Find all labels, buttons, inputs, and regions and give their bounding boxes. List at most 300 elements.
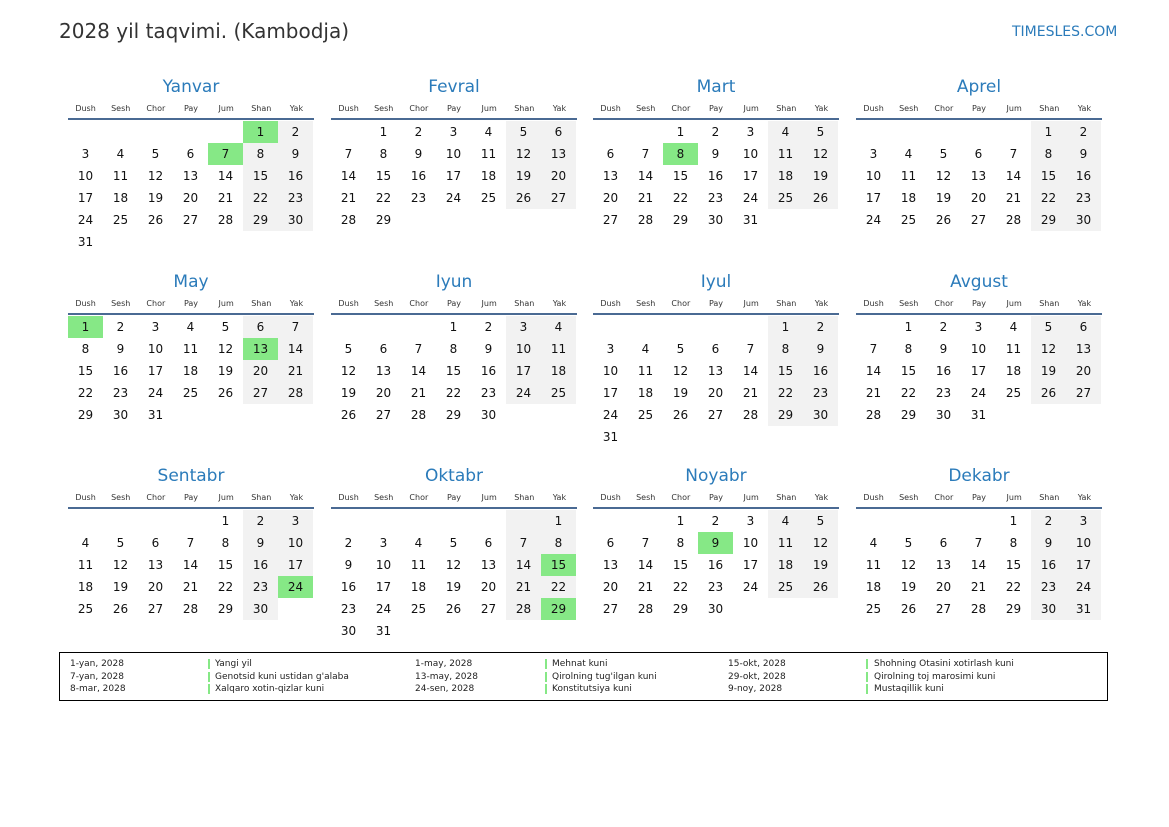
day-cell: 28: [637, 213, 654, 227]
day-grid: [593, 121, 839, 231]
holiday-date: 15-okt, 2028: [728, 659, 786, 669]
day-cell: 25: [541, 382, 576, 404]
holiday-day-cell: 15: [541, 554, 576, 576]
empty-cell: [698, 426, 733, 448]
day-grid: [856, 121, 1102, 231]
holiday-marker: [545, 684, 547, 694]
weekday-label: Jum: [218, 104, 234, 113]
day-cell: 19: [112, 580, 129, 594]
empty-cell: [768, 598, 803, 620]
day-cell: 30: [278, 209, 313, 231]
day-cell: 6: [606, 536, 615, 550]
day-cell: 15: [1005, 558, 1022, 572]
day-cell: 15: [672, 169, 689, 183]
empty-cell: [698, 316, 733, 338]
day-cell: 5: [116, 536, 125, 550]
month-name: Yanvar: [162, 77, 220, 97]
day-cell: 19: [900, 580, 917, 594]
day-cell: 4: [768, 121, 803, 143]
day-cell: 2: [939, 320, 948, 334]
day-cell: 11: [865, 558, 882, 572]
day-cell: 23: [707, 191, 724, 205]
weekday-header: [68, 298, 314, 310]
weekday-label: Yak: [814, 493, 829, 502]
day-cell: 28: [742, 408, 759, 422]
day-cell: 22: [1031, 187, 1066, 209]
empty-cell: [803, 598, 838, 620]
day-cell: 29: [768, 404, 803, 426]
weekday-label: Jum: [1006, 493, 1022, 502]
day-cell: 24: [375, 602, 392, 616]
holiday-day-cell: 13: [243, 338, 278, 360]
month-name: Sentabr: [157, 466, 225, 486]
header-rule: [68, 313, 314, 315]
holiday-date: 29-okt, 2028: [728, 671, 786, 682]
holiday-row: [415, 658, 755, 671]
day-grid: [68, 510, 314, 620]
day-cell: 13: [707, 364, 724, 378]
empty-cell: [173, 231, 208, 253]
day-cell: 13: [480, 558, 497, 572]
day-cell: 26: [1031, 382, 1066, 404]
day-cell: 2: [344, 536, 353, 550]
holiday-name: Shohning Otasini xotirlash kuni: [874, 659, 1014, 669]
weekday-label: Yak: [1077, 299, 1092, 308]
day-cell: 2: [243, 510, 278, 532]
day-cell: 10: [865, 169, 882, 183]
day-cell: 29: [77, 408, 94, 422]
weekday-label: Chor: [146, 299, 166, 308]
empty-cell: [208, 404, 243, 426]
day-cell: 24: [506, 382, 541, 404]
day-cell: 25: [410, 602, 427, 616]
day-cell: 23: [1031, 576, 1066, 598]
holiday-row: [728, 683, 1068, 696]
day-cell: 21: [410, 386, 427, 400]
day-cell: 31: [147, 408, 164, 422]
weekday-label: Chor: [146, 493, 166, 502]
weekday-label: Yak: [289, 493, 304, 502]
empty-cell: [733, 426, 768, 448]
day-cell: 1: [221, 514, 230, 528]
empty-cell: [628, 426, 663, 448]
day-cell: 12: [900, 558, 917, 572]
day-cell: 13: [147, 558, 164, 572]
weekday-header: [331, 298, 577, 310]
header-rule: [856, 507, 1102, 509]
day-cell: 29: [900, 408, 917, 422]
holiday-date: 13-may, 2028: [415, 671, 478, 682]
empty-cell: [436, 209, 471, 231]
day-cell: 16: [1031, 554, 1066, 576]
empty-cell: [628, 316, 663, 338]
empty-cell: [961, 510, 996, 532]
day-cell: 29: [375, 213, 392, 227]
site-link[interactable]: TIMESLES.COM: [1012, 24, 1118, 40]
day-cell: 1: [676, 514, 685, 528]
weekday-label: Pay: [183, 493, 199, 502]
day-cell: 9: [344, 558, 353, 572]
weekday-label: Yak: [552, 104, 567, 113]
day-cell: 12: [217, 342, 234, 356]
month-name: Noyabr: [685, 466, 747, 486]
day-cell: 3: [746, 125, 755, 139]
day-cell: 19: [506, 165, 541, 187]
day-cell: 10: [445, 147, 462, 161]
header-rule: [593, 313, 839, 315]
empty-cell: [541, 209, 576, 231]
day-cell: 11: [637, 364, 654, 378]
day-grid: [331, 510, 577, 642]
day-cell: 28: [217, 213, 234, 227]
day-cell: 4: [641, 342, 650, 356]
holiday-name: Qirolning toj marosimi kuni: [874, 671, 996, 682]
weekday-label: Yak: [1077, 104, 1092, 113]
day-cell: 17: [865, 191, 882, 205]
day-cell: 30: [803, 404, 838, 426]
day-cell: 1: [379, 125, 388, 139]
holiday-day-cell: 7: [208, 143, 243, 165]
day-cell: 24: [1066, 576, 1101, 598]
day-cell: 11: [410, 558, 427, 572]
holiday-row: [728, 671, 1068, 684]
day-cell: 23: [935, 386, 952, 400]
day-cell: 19: [1031, 360, 1066, 382]
day-cell: 18: [768, 165, 803, 187]
month-name: Avgust: [950, 272, 1008, 292]
day-cell: 7: [414, 342, 423, 356]
empty-cell: [68, 121, 103, 143]
day-cell: 6: [606, 147, 615, 161]
day-cell: 26: [147, 213, 164, 227]
day-cell: 21: [1005, 191, 1022, 205]
day-cell: 14: [217, 169, 234, 183]
empty-cell: [926, 510, 961, 532]
weekday-label: Shan: [251, 299, 272, 308]
day-cell: 20: [541, 165, 576, 187]
day-cell: 30: [480, 408, 497, 422]
day-cell: 3: [506, 316, 541, 338]
day-cell: 1: [1009, 514, 1018, 528]
weekday-label: Shan: [251, 104, 272, 113]
day-cell: 1: [449, 320, 458, 334]
day-cell: 8: [541, 532, 576, 554]
weekday-label: Pay: [446, 104, 462, 113]
day-cell: 13: [935, 558, 952, 572]
day-cell: 9: [414, 147, 423, 161]
day-cell: 21: [217, 191, 234, 205]
day-cell: 31: [970, 408, 987, 422]
day-cell: 23: [112, 386, 129, 400]
day-cell: 4: [186, 320, 195, 334]
day-cell: 30: [243, 598, 278, 620]
day-cell: 6: [974, 147, 983, 161]
day-cell: 7: [506, 532, 541, 554]
day-cell: 10: [278, 532, 313, 554]
empty-cell: [173, 404, 208, 426]
day-cell: 30: [340, 624, 357, 638]
day-cell: 20: [935, 580, 952, 594]
day-cell: 9: [116, 342, 125, 356]
day-cell: 27: [1066, 382, 1101, 404]
day-cell: 4: [1009, 320, 1018, 334]
holiday-marker: [208, 684, 210, 694]
empty-cell: [243, 231, 278, 253]
day-cell: 5: [151, 147, 160, 161]
day-cell: 23: [243, 576, 278, 598]
month-name: Oktabr: [424, 466, 484, 486]
day-cell: 2: [484, 320, 493, 334]
day-cell: 2: [1031, 510, 1066, 532]
day-cell: 8: [676, 536, 685, 550]
day-cell: 23: [707, 580, 724, 594]
month-name: Iyul: [700, 272, 732, 292]
empty-cell: [208, 121, 243, 143]
day-cell: 16: [707, 169, 724, 183]
day-cell: 18: [480, 169, 497, 183]
day-cell: 9: [939, 342, 948, 356]
holiday-date: 8-mar, 2028: [70, 684, 126, 694]
holiday-day-cell: 1: [68, 316, 103, 338]
day-cell: 22: [672, 191, 689, 205]
day-cell: 27: [707, 408, 724, 422]
holiday-day-cell: 1: [243, 121, 278, 143]
month-name: Aprel: [956, 77, 1002, 97]
day-cell: 3: [379, 536, 388, 550]
day-cell: 14: [410, 364, 427, 378]
header-rule: [331, 118, 577, 120]
weekday-label: Chor: [409, 104, 429, 113]
day-cell: 27: [602, 602, 619, 616]
day-cell: 14: [1005, 169, 1022, 183]
empty-cell: [331, 121, 366, 143]
day-cell: 10: [742, 147, 759, 161]
empty-cell: [926, 121, 961, 143]
day-cell: 15: [243, 165, 278, 187]
day-cell: 17: [970, 364, 987, 378]
weekday-label: Pay: [183, 299, 199, 308]
day-cell: 13: [602, 169, 619, 183]
day-cell: 18: [182, 364, 199, 378]
day-cell: 25: [182, 386, 199, 400]
holiday-marker: [545, 659, 547, 669]
day-cell: 30: [112, 408, 129, 422]
weekday-label: Shan: [1039, 493, 1060, 502]
day-cell: 13: [1066, 338, 1101, 360]
day-cell: 28: [1005, 213, 1022, 227]
day-cell: 9: [1066, 143, 1101, 165]
weekday-label: Shan: [776, 104, 797, 113]
day-cell: 2: [803, 316, 838, 338]
day-cell: 20: [602, 191, 619, 205]
day-cell: 21: [506, 576, 541, 598]
day-cell: 10: [147, 342, 164, 356]
day-cell: 28: [637, 602, 654, 616]
day-cell: 13: [541, 143, 576, 165]
day-cell: 22: [541, 576, 576, 598]
day-cell: 14: [506, 554, 541, 576]
day-cell: 28: [970, 602, 987, 616]
day-cell: 18: [900, 191, 917, 205]
day-cell: 11: [480, 147, 497, 161]
weekday-label: Dush: [338, 493, 359, 502]
day-cell: 12: [112, 558, 129, 572]
day-cell: 27: [602, 213, 619, 227]
holiday-name: Qirolning tug'ilgan kuni: [552, 671, 657, 682]
day-cell: 23: [803, 382, 838, 404]
day-cell: 22: [768, 382, 803, 404]
weekday-header: [593, 103, 839, 115]
day-cell: 13: [182, 169, 199, 183]
day-grid: [68, 121, 314, 253]
day-cell: 3: [1066, 510, 1101, 532]
month-name: Dekabr: [948, 466, 1010, 486]
weekday-label: Dush: [338, 299, 359, 308]
day-cell: 7: [1009, 147, 1018, 161]
weekday-label: Chor: [934, 299, 954, 308]
day-cell: 6: [711, 342, 720, 356]
empty-cell: [436, 620, 471, 642]
holiday-day-cell: 8: [663, 143, 698, 165]
day-cell: 24: [970, 386, 987, 400]
day-grid: [331, 121, 577, 231]
day-cell: 18: [112, 191, 129, 205]
holiday-row: [415, 683, 755, 696]
empty-cell: [733, 598, 768, 620]
day-cell: 30: [707, 213, 724, 227]
weekday-header: [856, 492, 1102, 504]
weekday-label: Shan: [776, 493, 797, 502]
day-cell: 1: [1031, 121, 1066, 143]
day-cell: 16: [278, 165, 313, 187]
month-name: Fevral: [428, 77, 480, 97]
day-cell: 25: [900, 213, 917, 227]
weekday-label: Shan: [514, 299, 535, 308]
day-cell: 24: [445, 191, 462, 205]
day-cell: 3: [974, 320, 983, 334]
day-cell: 28: [182, 602, 199, 616]
day-cell: 11: [768, 532, 803, 554]
weekday-label: Jum: [481, 493, 497, 502]
empty-cell: [506, 209, 541, 231]
day-cell: 15: [445, 364, 462, 378]
day-cell: 11: [900, 169, 917, 183]
weekday-label: Dush: [75, 104, 96, 113]
weekday-label: Pay: [708, 493, 724, 502]
day-cell: 10: [375, 558, 392, 572]
holiday-date: 1-may, 2028: [415, 659, 473, 669]
day-cell: 19: [935, 191, 952, 205]
day-cell: 12: [935, 169, 952, 183]
day-cell: 31: [742, 213, 759, 227]
day-cell: 11: [77, 558, 94, 572]
day-cell: 27: [970, 213, 987, 227]
day-cell: 11: [768, 143, 803, 165]
day-cell: 25: [768, 187, 803, 209]
day-grid: [68, 316, 314, 426]
header-rule: [593, 507, 839, 509]
day-cell: 23: [1066, 187, 1101, 209]
holiday-date: 7-yan, 2028: [70, 671, 124, 682]
weekday-label: Yak: [814, 299, 829, 308]
day-cell: 4: [541, 316, 576, 338]
day-cell: 8: [81, 342, 90, 356]
day-cell: 23: [480, 386, 497, 400]
holiday-name: Mehnat kuni: [552, 659, 608, 669]
weekday-label: Pay: [971, 299, 987, 308]
day-cell: 29: [445, 408, 462, 422]
day-cell: 8: [1009, 536, 1018, 550]
day-cell: 22: [375, 191, 392, 205]
day-cell: 29: [672, 602, 689, 616]
weekday-label: Jum: [1006, 299, 1022, 308]
day-cell: 26: [803, 576, 838, 598]
day-cell: 21: [742, 386, 759, 400]
holiday-column: [728, 658, 1068, 696]
weekday-label: Dush: [75, 493, 96, 502]
day-cell: 20: [375, 386, 392, 400]
day-cell: 5: [803, 121, 838, 143]
day-cell: 27: [480, 602, 497, 616]
weekday-label: Sesh: [636, 104, 656, 113]
holiday-marker: [866, 659, 868, 669]
weekday-label: Yak: [289, 104, 304, 113]
day-cell: 9: [711, 147, 720, 161]
day-cell: 10: [742, 536, 759, 550]
weekday-label: Chor: [934, 104, 954, 113]
day-cell: 30: [1031, 598, 1066, 620]
day-cell: 26: [900, 602, 917, 616]
holiday-date: 24-sen, 2028: [415, 684, 475, 694]
weekday-label: Dush: [600, 299, 621, 308]
empty-cell: [471, 209, 506, 231]
day-cell: 20: [243, 360, 278, 382]
holiday-marker: [208, 672, 210, 682]
empty-cell: [278, 598, 313, 620]
weekday-label: Shan: [1039, 104, 1060, 113]
day-cell: 5: [221, 320, 230, 334]
header-rule: [856, 313, 1102, 315]
holiday-row: [70, 671, 410, 684]
day-grid: [331, 316, 577, 426]
day-cell: 22: [445, 386, 462, 400]
empty-cell: [856, 121, 891, 143]
day-cell: 21: [182, 580, 199, 594]
day-cell: 2: [116, 320, 125, 334]
day-cell: 20: [707, 386, 724, 400]
day-cell: 24: [602, 408, 619, 422]
holiday-column: [70, 658, 410, 696]
day-cell: 3: [869, 147, 878, 161]
weekday-label: Dush: [600, 493, 621, 502]
weekday-label: Dush: [863, 493, 884, 502]
day-cell: 18: [637, 386, 654, 400]
holiday-column: [415, 658, 755, 696]
holiday-name: Mustaqillik kuni: [874, 684, 944, 694]
day-cell: 21: [970, 580, 987, 594]
day-cell: 17: [147, 364, 164, 378]
empty-cell: [331, 316, 366, 338]
day-cell: 24: [742, 580, 759, 594]
weekday-label: Chor: [409, 299, 429, 308]
empty-cell: [366, 316, 401, 338]
header-rule: [856, 118, 1102, 120]
day-cell: 3: [746, 514, 755, 528]
weekday-header: [856, 298, 1102, 310]
day-cell: 2: [1066, 121, 1101, 143]
day-cell: 16: [243, 554, 278, 576]
header-rule: [331, 313, 577, 315]
